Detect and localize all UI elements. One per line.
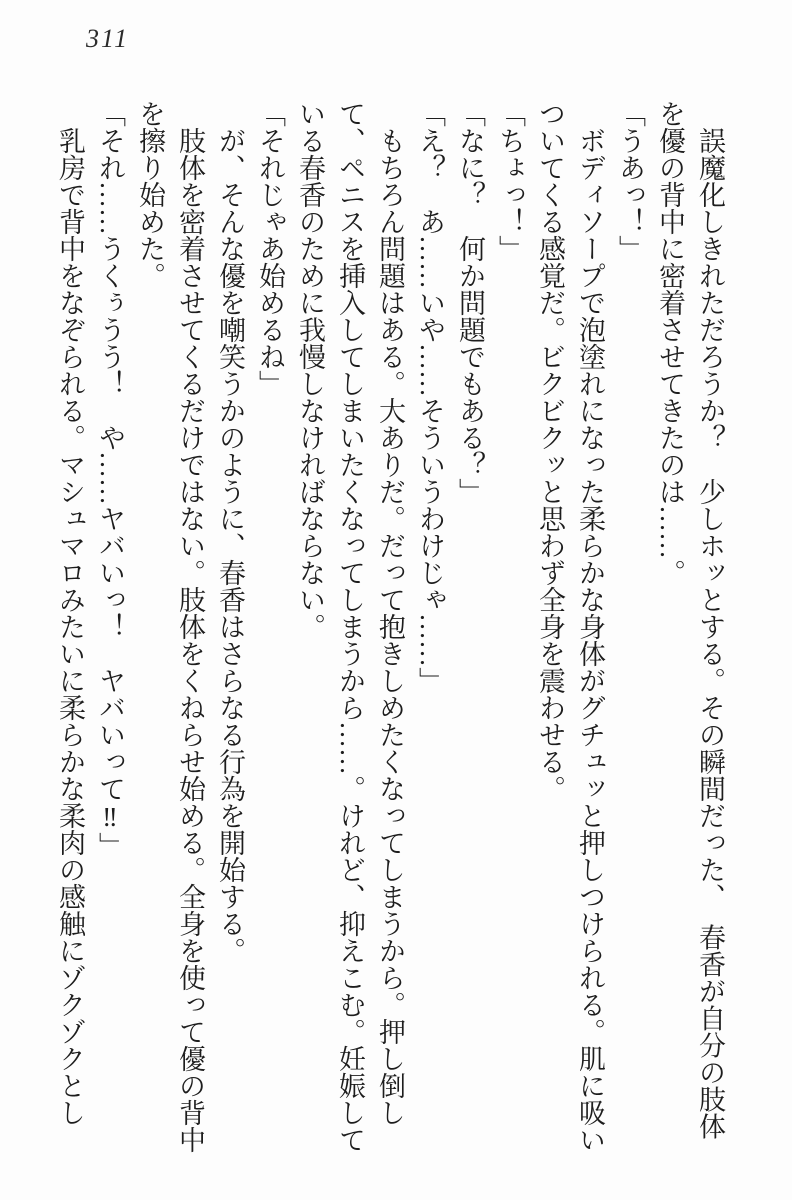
paragraph: 乳房で背中をなぞられる。マシュマロみたいに柔らかな柔肉の感触にゾクゾクとし (55, 127, 85, 1126)
paragraph: ボディソープで泡塗れになった柔らかな身体がグチュッと押しつけられる。肌に吸いついてくる感覚だ。ビクビクッと思わず全身を震わせる。 (535, 100, 605, 1153)
paragraph: 「それじゃあ始めるね」 (255, 100, 285, 397)
paragraph: が、そんな優を嘲笑うかのように、春香はさらなる行為を開始する。 (215, 127, 245, 964)
paragraph: 誤魔化しきれただろうか？ 少しホッとする。その瞬間だった、 春香が自分の肢体を優の背中に密着させてきたのは……。 (655, 100, 725, 1140)
paragraph: 「ちょっ！」 (495, 100, 525, 262)
paragraph: 「なに？ 何か問題でもある？」 (455, 100, 485, 505)
paragraph: もちろん問題はある。大ありだ。だって抱きしめたくなってしまうから。押し倒して、ペニスを挿入してしまいたくなってしまうから……。けれど、抑えこむ。妊娠している春香のために我慢しなければならない。 (295, 100, 405, 1153)
novel-text-block (50, 100, 730, 1156)
paragraph: 「うあっ！」 (615, 100, 645, 262)
page-number: 311 (86, 24, 130, 53)
paragraph: 「それ……うくぅうう！ や……ヤバいっ！ ヤバいって‼」 (95, 100, 125, 859)
paragraph: 「え？ あ……いや……そういうわけじゃ……」 (415, 100, 445, 694)
paragraph: 肢体を密着させてくるだけではない。肢体をくねらせ始める。全身を使って優の背中を擦り始めた。 (135, 100, 205, 1153)
